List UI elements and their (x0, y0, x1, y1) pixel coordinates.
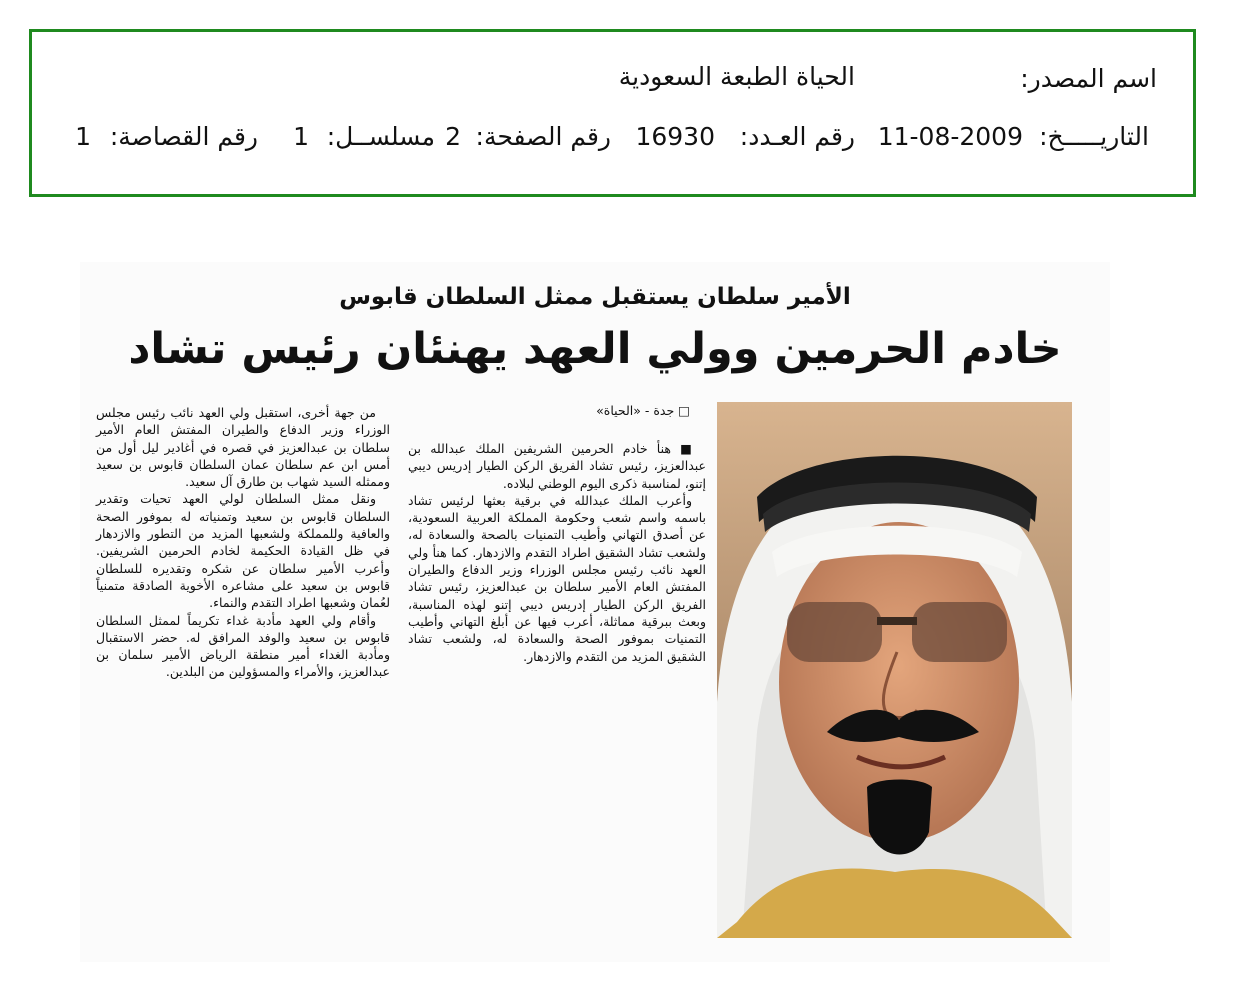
source-label: اسم المصدر: (1020, 64, 1157, 93)
article-subtitle: الأمير سلطان يستقبل ممثل السلطان قابوس (339, 284, 851, 310)
paragraph: من جهة أخرى، استقبل ولي العهد نائب رئيس مجلس الوزراء وزير الدفاع والطيران المفتش العام الأمير سلطان بن عبدالعزيز في قصره في أغادير ليل أول من أمس ابن عم سلطان عمان السلطان قابوس بن سعيد وممثله السيد شهاب بن طارق آل سعيد. (96, 405, 390, 490)
serial-value: 1 (293, 122, 309, 151)
source-info-box (29, 29, 1196, 197)
article-title: خادم الحرمين وولي العهد يهنئان رئيس تشاد (128, 324, 1062, 374)
portrait-illustration (717, 402, 1072, 938)
paragraph: ■ هنأ خادم الحرمين الشريفين الملك عبدالله بن عبدالعزيز، رئيس تشاد الفريق الركن الطيار إدريس ديبي إتنو، لمناسبة ذكرى اليوم الوطني لبلاده. (408, 441, 706, 491)
dateline: □ جدة - «الحياة» (596, 403, 690, 418)
paragraph: ونقل ممثل السلطان لولي العهد تحيات وتقدير السلطان قابوس بن سعيد وتمنياته له بموفور الصحة والعافية وللمملكة ولشعبها المزيد من التطور والازدهار في ظل القيادة الحكيمة لخادم الحرمين الشريفين. وأعرب الأمير سلطان عن شكره وتقديره للسلطان قابوس بن سعيد على مشاعره الأخوية الصادقة متمنياً لعُمان وشعبها اطراد التقدم والنماء. (96, 491, 390, 611)
clip-value: 1 (75, 122, 91, 151)
page-label: رقم الصفحة: (475, 122, 611, 151)
clip-label: رقم القصاصة: (109, 122, 258, 151)
serial-label: مسلســل: (326, 122, 435, 151)
article-column-right (408, 440, 706, 665)
issue-value: 16930 (635, 122, 715, 151)
paragraph: وأعرب الملك عبدالله في برقية بعثها لرئيس تشاد باسمه واسم شعب وحكومة المملكة العربية السعودية، عن أصدق التهاني وأطيب التمنيات بالصحة والسعادة له، ولشعب تشاد الشقيق اطراد التقدم والازدهار. كما هنأ ولي العهد نائب رئيس مجلس الوزراء وزير الدفاع والطيران المفتش العام الأمير سلطان بن عبدالعزيز، رئيس تشاد الفريق الركن الطيار إدريس ديبي إتنو لهذه المناسبة، وبعث ببرقية مماثلة، أعرب فيها عن أبلغ التهاني وأطيب التمنيات بموفور الصحة والسعادة له، ولشعب تشاد الشقيق المزيد من التقدم والازدهار. (408, 492, 706, 664)
issue-label: رقم العـدد: (739, 122, 855, 151)
article-column-left (96, 404, 390, 681)
source-value: الحياة الطبعة السعودية (618, 62, 855, 91)
date-label: التاريـــــخ: (1039, 122, 1149, 151)
portrait-photo (717, 402, 1072, 938)
date-value: 11-08-2009 (877, 122, 1023, 151)
page-value: 2 (445, 122, 461, 151)
paragraph: وأقام ولي العهد مأدبة غداء تكريماً لممثل السلطان قابوس بن سعيد والوفد المرافق له. حضر الاستقبال ومأدبة الغداء أمير منطقة الرياض الأمير سلمان بن عبدالعزيز، والأمراء والمسؤولين من البلدين. (96, 612, 390, 680)
